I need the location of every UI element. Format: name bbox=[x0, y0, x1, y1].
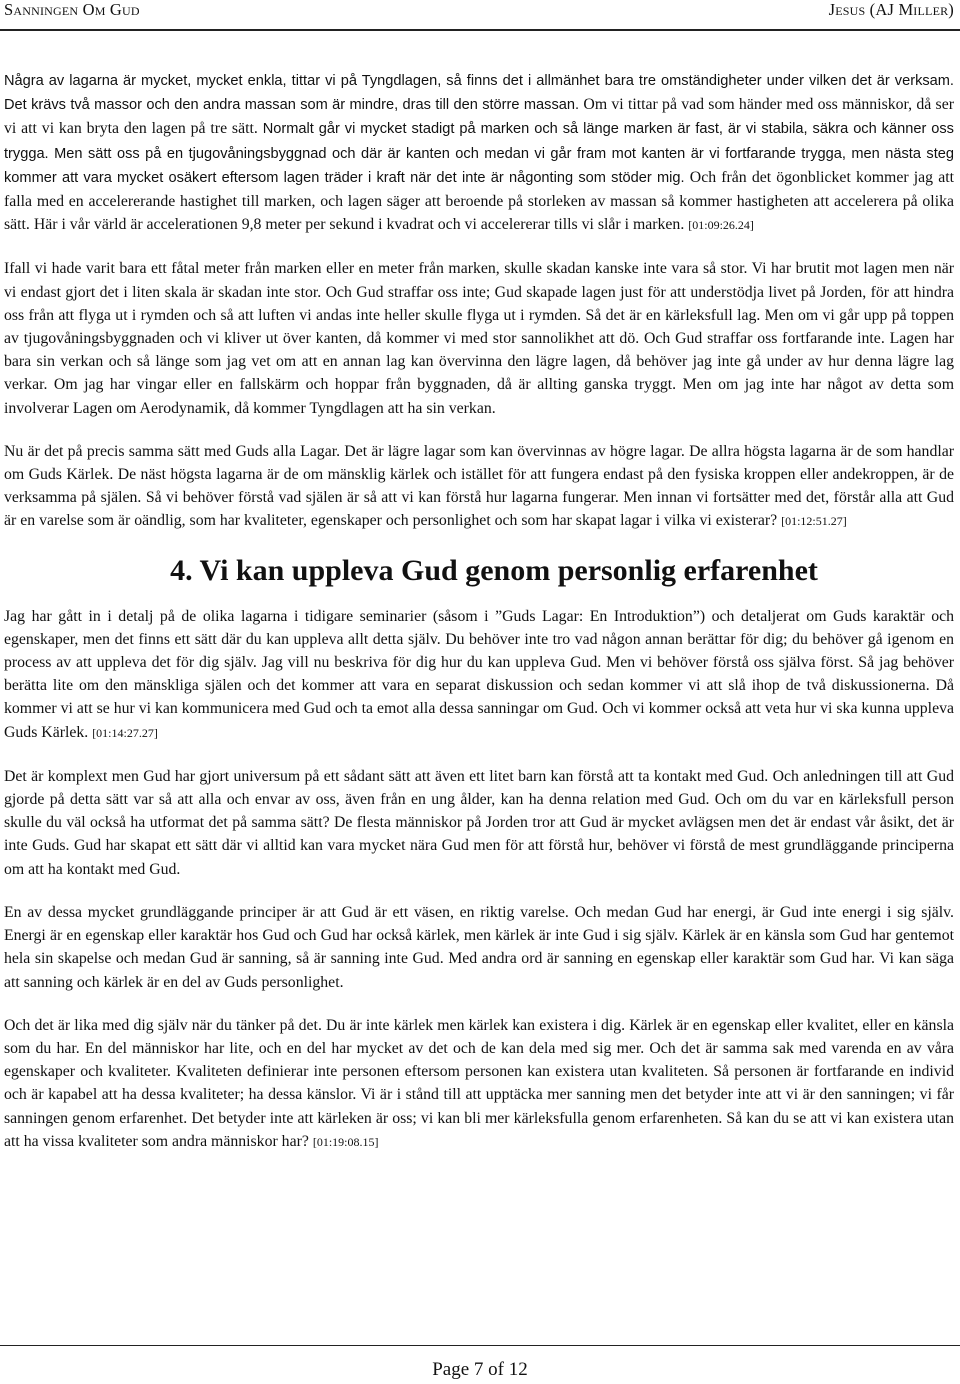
paragraph bbox=[4, 69, 954, 237]
text-segment: Om vi tittar på vad som händer med oss människor, då ser vi att vi kan bryta den lagen på tre sätt. bbox=[4, 96, 954, 138]
paragraph bbox=[4, 901, 954, 994]
page-number: Page 7 of 12 bbox=[432, 1359, 528, 1380]
footer-divider bbox=[0, 1345, 960, 1346]
text-segment: En av dessa mycket grundläggande principer är att Gud är ett väsen, en riktig varelse. Och medan Gud har energi, är Gud inte energi i sig själv. Energi är en egenskap eller karaktär hos Gud och Gud har också kärlek, men kärlek är inte Gud i sig själv. Kärlek är en känsla som Gud har gentemot hela sin skapelse och medan Gud är sanning, så är sanning inte Gud. Med andra ord är sanning en egenskap eller karaktär som Gud har. Vi kan säga att sanning och kärlek är en del av Guds personlighet. bbox=[4, 903, 954, 991]
paragraph bbox=[4, 440, 954, 534]
header-document-title: Sanningen Om Gud bbox=[4, 0, 140, 19]
text-segment: Men sätt oss på en tjugovåningsbyggnad och där är kanten och medan vi går fram mot kanten är vi fortfarande trygga, men nästa steg kommer att vara mycket osäkert eftersom lagen träder i kraft när det inte är någonting som stöder mig. bbox=[4, 145, 954, 186]
timestamp: [01:12:51.27] bbox=[781, 514, 847, 529]
text-segment: Och det är lika med dig själv när du tänker på det. Du är inte kärlek men kärlek kan existera i dig. Kärlek är en egenskap eller kvalitet, eller en känsla som du har. En del människor har lite, och en del har mycket av det och de kan dela med sig mer. Och det är samma sak med varenda en av våra egenskaper och kvaliteter. Kvaliteten definierar inte personen eftersom personen kan existera utan kvaliteten. Så personen är fortfarande en individ och är kapabel att ha dessa kvaliteter; ha dessa känslor. Vi är i stånd till att upptäcka mer sanning men det betyder inte att vi är den sanningen; vi får sanningen genom erfarenhet. Det betyder inte att kärleken är oss; vi kan bli mer kärleksfulla genom erfarenheten. Så kan du se att vi kan existera utan att ha vissa kvaliteter som andra människor har? bbox=[4, 1016, 954, 1150]
header-divider bbox=[0, 29, 960, 31]
text-segment: Det är komplext men Gud har gjort universum på ett sådant sätt att även ett litet barn kan förstå att ta kontakt med Gud. Och anledningen till att Gud gjorde på detta sätt var så att alla och envar av oss, även från en ung ålder, kan ha denna relation med Gud. Och om du var en kärleksfull person skulle du väl också ha utformat det på samma sätt? De flesta människor på Jorden tror att Gud är mycket avlägsen men det är endast vår åsikt, det är inte Guds. Gud har skapat ett sätt där vi alltid kan vara mycket nära Gud men för att förstå hur, behöver vi förstå de mest grundläggande principerna om att ha kontakt med Gud. bbox=[4, 767, 954, 878]
text-segment: Nu är det på precis samma sätt med Guds alla Lagar. Det är lägre lagar som kan övervinnas av högre lagar. De allra högsta lagarna är de som handlar om Guds Kärlek. De näst högsta lagarna är de om mänsklig kärlek och istället för att fungera endast på den fysiska kroppen eller andekroppen, är de verksamma på själen. Så vi behöver förstå vad själen är så att vi kan förstå hur lagarna fungerar. Men innan vi fortsätter med det, förstår alla att Gud är en varelse som är oändlig, som har kvaliteter, egenskaper och personlighet och som har skapat lagar i vilka vi existerar? bbox=[4, 442, 954, 530]
paragraph bbox=[4, 257, 954, 419]
section-heading: 4. Vi kan uppleva Gud genom personlig erfarenhet bbox=[170, 553, 818, 587]
text-segment: Några av lagarna är mycket, mycket enkla, tittar vi på Tyngdlagen, så finns det i allmänhet bara tre omständigheter under vilken det är verksam. Det krävs två massor och den andra massan som är mindre, dras till den större massan. bbox=[4, 73, 954, 114]
page-header bbox=[0, 0, 960, 28]
text-segment: Jag har gått in i detalj på de olika lagarna i tidigare seminarier (såsom i ”Guds Lagar: En Introduktion”) och detaljerat om Guds karaktär och egenskaper, men det finns ett sätt där du kan uppleva allt detta själv. Du behöver inte tro vad någon annan berättar för dig; du behöver gå igenom en process av att uppleva det för dig själv. Jag vill nu beskriva för dig hur du kan uppleva Gud. Men vi behöver förstå oss själva först. Så jag behöver berätta lite om den mänskliga själen och det kommer att vara en separat diskussion och sedan kommer vi att slå ihop de två diskussionerna. Då kommer vi att se hur vi kan kommunicera med Gud och ta emot alla dessa sanningar om Gud. Och vi kommer också att veta hur vi ska kunna uppleva Guds Kärlek. bbox=[4, 607, 954, 741]
paragraph bbox=[4, 1014, 954, 1154]
text-segment: Och från det ögonblicket kommer jag att falla med en accelererande hastighet till marken, och lagen säger att beroende på storleken av massan så kommer hastigheten att accelerera på olika sätt. Här i vår värld är accelerationen 9,8 meter per sekund i kvadrat och vi accelererar tills vi slår i marken. bbox=[4, 168, 954, 234]
header-author: Jesus (AJ Miller) bbox=[828, 0, 954, 19]
timestamp: [01:14:27.27] bbox=[92, 725, 158, 740]
paragraph bbox=[4, 765, 954, 881]
timestamp: [01:09:26.24] bbox=[688, 218, 754, 233]
timestamp: [01:19:08.15] bbox=[312, 1134, 379, 1149]
page-body bbox=[4, 69, 954, 1154]
text-segment: Ifall vi hade varit bara ett fåtal meter från marken eller en meter från marken, skulle skadan kanske inte vara så stor. Vi har brutit mot lagen men när vi endast gjort det i liten skala är skadan inte stor. Och Gud straffar oss inte; Gud skapade lagen just för att understödja livet på Jorden, för att hindra oss från att flyga ut i rymden och så att luften vi andas inte heller skulle flyga ut i rymden. Så det är en kärleksfull lag. Men om vi går upp på toppen av tjugovåningsbyggnaden och vi kliver ut över kanten, då kommer vi med stor sannolikhet att dö. Och Gud straffar oss fortfarande inte. Lagen har bara sin verkan och så länge som jag vet om att en annan lag kan övervinna den lägre lagen, då behöver jag inte gå under av hur denna lägre lag verkar. Om jag har vingar eller en fallskärm och hoppar från byggnaden, då är allting ganska tryggt. Men om jag inte har något av detta som involverar Lagen om Aerodynamik, då kommer Tyngdlagen att ha sin verkan. bbox=[4, 260, 954, 417]
paragraph bbox=[4, 605, 954, 745]
text-segment: Normalt går vi mycket stadigt på marken och så länge marken är fast, är vi stabila, säkra och känner oss trygga. bbox=[4, 121, 954, 162]
